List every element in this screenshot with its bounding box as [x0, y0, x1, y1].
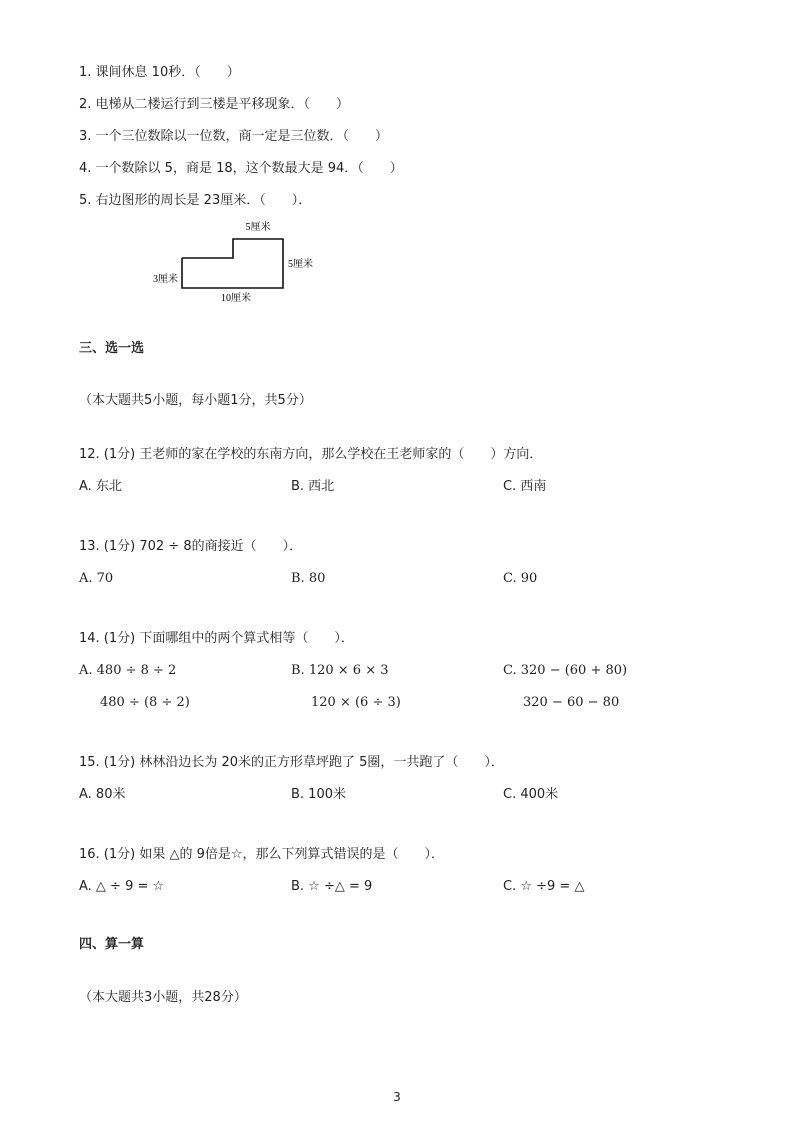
- section-3-note: （本大题共5小题，每小题1分，共5分）: [79, 393, 312, 408]
- figure-label-bottom: 10厘米: [221, 293, 251, 304]
- question-14-option-c-line2: 320 − 60 − 80: [523, 695, 620, 710]
- question-12-stem: 12. (1分) 王老师的家在学校的东南方向，那么学校在王老师家的（ ）方向．: [79, 447, 543, 462]
- page-number: 3: [393, 1090, 401, 1104]
- section-4-note: （本大题共3小题，共28分）: [79, 990, 247, 1005]
- question-14-option-b[interactable]: B. 120 × 6 × 3: [291, 663, 389, 678]
- question-12-option-c[interactable]: C. 西南: [503, 479, 547, 494]
- question-14-option-a[interactable]: A. 480 ÷ 8 ÷ 2: [79, 663, 177, 678]
- judge-item-3: 3. 一个三位数除以一位数，商一定是三位数．（ ）: [79, 129, 389, 144]
- question-15-option-b[interactable]: B. 100米: [291, 787, 346, 802]
- question-15-stem: 15. (1分) 林林沿边长为 20米的正方形草坪跑了 5圈，一共跑了（ ）．: [79, 755, 504, 770]
- question-16-option-a[interactable]: A. △ ÷ 9 = ☆: [79, 879, 165, 894]
- perimeter-figure: [140, 214, 340, 310]
- question-14-option-a-line2: 480 ÷ (8 ÷ 2): [100, 695, 190, 710]
- question-13-option-b[interactable]: B. 80: [291, 571, 326, 586]
- question-15-option-a[interactable]: A. 80米: [79, 787, 126, 802]
- question-13-stem: 13. (1分) 702 ÷ 8的商接近（ ）．: [79, 539, 303, 554]
- figure-label-left: 3厘米: [153, 274, 178, 285]
- judge-item-4: 4. 一个数除以 5，商是 18，这个数最大是 94．（ ）: [79, 161, 403, 176]
- figure-outline: [182, 239, 283, 288]
- perimeter-figure-svg: [140, 214, 340, 310]
- judge-item-2: 2. 电梯从二楼运行到三楼是平移现象．（ ）: [79, 97, 350, 112]
- section-3-title: 三、选一选: [79, 341, 145, 356]
- section-4-title: 四、算一算: [79, 937, 145, 952]
- question-13-option-c[interactable]: C. 90: [503, 571, 538, 586]
- question-16-stem: 16. (1分) 如果 △的 9倍是☆，那么下列算式错误的是（ ）．: [79, 847, 445, 862]
- question-14-option-b-line2: 120 × (6 ÷ 3): [311, 695, 401, 710]
- question-12-option-a[interactable]: A. 东北: [79, 479, 122, 494]
- question-15-option-c[interactable]: C. 400米: [503, 787, 559, 802]
- judge-item-5: 5. 右边图形的周长是 23厘米．（ ）．: [79, 193, 312, 208]
- question-12-option-b[interactable]: B. 西北: [291, 479, 335, 494]
- question-14-stem: 14. (1分) 下面哪组中的两个算式相等（ ）．: [79, 631, 354, 646]
- figure-label-right: 5厘米: [288, 259, 313, 270]
- figure-label-top: 5厘米: [245, 222, 271, 233]
- question-13-option-a[interactable]: A. 70: [79, 571, 114, 586]
- question-16-option-c[interactable]: C. ☆ ÷9 = △: [503, 879, 585, 894]
- question-14-option-c[interactable]: C. 320 − (60 + 80): [503, 663, 628, 678]
- judge-item-1: 1. 课间休息 10秒．（ ）: [79, 65, 240, 80]
- question-16-option-b[interactable]: B. ☆ ÷△ = 9: [291, 879, 373, 894]
